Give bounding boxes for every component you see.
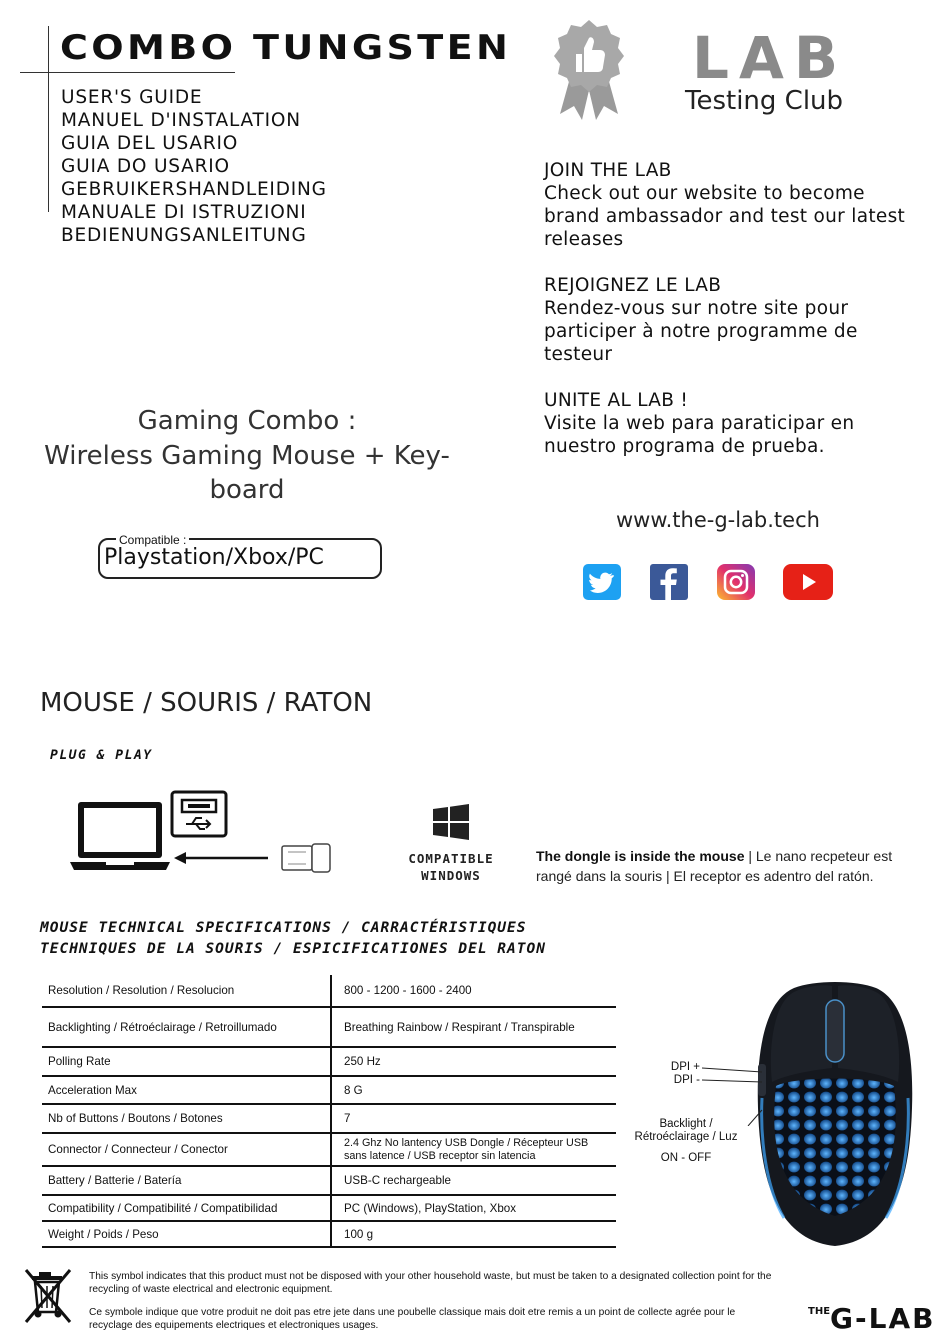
facebook-icon[interactable] [650,564,688,600]
spec-key: Connector / Connecteur / Conector [42,1133,331,1166]
spec-value: 7 [331,1104,616,1133]
lab-invite-body: Check out our website to become brand ambassador and test our latest releases [544,183,906,250]
lab-invite-heading: REJOIGNEZ LE LAB [544,275,722,296]
table-row [42,1166,616,1195]
dongle-note-bold: The dongle is inside the mouse [536,848,745,864]
award-badge-icon [552,18,626,122]
product-name-line: board [209,475,285,505]
spec-value: 800 - 1200 - 1600 - 2400 [331,975,616,1007]
guide-item: GUIA DEL USARIO [61,133,239,154]
backlight-label: Backlight / [659,1118,713,1130]
usb-port-icon [172,792,226,836]
lab-invite-fr [544,274,924,366]
product-name-line: Wireless Gaming Mouse + Key- [44,440,450,471]
lab-logo: LAB [692,24,849,92]
spec-key: Polling Rate [42,1047,331,1076]
on-off-label: ON - OFF [660,1152,712,1164]
compatible-windows-line: COMPATIBLE [408,851,494,866]
spec-value: PC (Windows), PlayStation, Xbox [331,1195,616,1221]
mouse-section-title: MOUSE / SOURIS / RATON [40,688,373,718]
spec-key: Weight / Poids / Peso [42,1221,331,1247]
spec-key: Resolution / Resolution / Resolucion [42,975,331,1007]
weee-notice-en: This symbol indicates that this product must not be disposed with your other household waste, but must be taken to a designated collection point for the recycling of waste electrical and electronic equipment. [89,1271,772,1295]
lab-invite-heading: JOIN THE LAB [544,160,672,181]
dongle-note-rest: | Le nano recpeteur est rangé dans la souris | El receptor es adentro del ratón. [536,848,893,884]
backlight-label: Rétroéclairage / Luz [634,1131,738,1143]
lab-invite-body: Visite la web para paraticipar en nuestro programa de prueba. [544,413,855,457]
guide-item: MANUEL D'INSTALATION [61,110,301,131]
table-row [42,1104,616,1133]
compatibility-value: Playstation/Xbox/PC [104,545,324,570]
weee-crossed-bin-icon [24,1266,76,1326]
guide-item: GUIA DO USARIO [61,156,230,177]
weee-notice-fr: Ce symbole indique que votre produit ne doit pas etre jete dans une poubelle classique mais doit etre remis a un point de collecte agrée pour le recyclage des equipements electriques et electroniques usages. [89,1307,736,1331]
guide-item: MANUALE DI ISTRUZIONI [61,202,307,223]
lab-invite-heading: UNITE AL LAB ! [544,390,689,411]
spec-value: 250 Hz [331,1047,616,1076]
callout-lines [702,1066,764,1126]
lab-subtitle: Testing Club [685,86,844,116]
twitter-icon[interactable] [583,564,621,600]
specs-title-line: TECHNIQUES DE LA SOURIS / ESPICIFICATIONES DEL RATON [40,941,546,957]
table-row [42,1221,616,1247]
laptop-usb-diagram [66,790,338,874]
backlight-callout [626,1118,746,1165]
table-row [42,1007,616,1047]
lab-invite-body: Rendez-vous sur notre site pour participer à notre programme de testeur [544,298,858,365]
windows-logo-icon [433,804,469,840]
spec-key: Acceleration Max [42,1076,331,1104]
dpi-plus-label: DPI + [670,1061,700,1073]
spec-key: Battery / Batterie / Batería [42,1166,331,1195]
product-name [40,404,454,508]
usb-dongle-icon [282,844,330,872]
g-lab-footer-small: THE [808,1306,831,1317]
website-link[interactable]: www.the-g-lab.tech [616,508,820,532]
laptop-icon [70,802,170,870]
specs-table [42,975,616,1248]
lab-invite-en [544,159,924,251]
dpi-callout [648,1061,700,1087]
g-lab-footer-logo [808,1302,936,1335]
table-row [42,975,616,1007]
header-vertical-rule [48,26,49,212]
table-row [42,1133,616,1166]
product-name-line: Gaming Combo : [137,406,357,436]
guide-item: GEBRUIKERSHANDLEIDING [61,179,327,200]
table-row [42,1195,616,1221]
youtube-icon[interactable] [783,564,833,600]
dpi-minus-label: DPI - [673,1074,700,1086]
dongle-note [536,846,916,886]
header-horizontal-rule [20,72,235,73]
specs-title-line: MOUSE TECHNICAL SPECIFICATIONS / CARRACTÉRISTIQUES [40,920,527,936]
guide-language-list [61,86,327,247]
plug-and-play-label: PLUG & PLAY [50,748,153,763]
lab-invite-es [544,389,924,458]
table-row [42,1047,616,1076]
arrow-left-icon [174,852,268,864]
spec-value: Breathing Rainbow / Respirant / Transpirable [331,1007,616,1047]
spec-value: 2.4 Ghz No lantency USB Dongle / Récepteur USB sans latence / USB receptor sin latencia [331,1133,616,1166]
specs-title [40,918,640,960]
spec-value: 8 G [331,1076,616,1104]
spec-value: USB-C rechargeable [331,1166,616,1195]
gaming-mouse-image [754,978,916,1252]
guide-item: BEDIENUNGSANLEITUNG [61,225,307,246]
product-line-title: COMBO TUNGSTEN [60,28,512,68]
g-lab-footer-large: G-LAB [830,1302,936,1335]
spec-key: Backlighting / Rétroéclairage / Retroillumado [42,1007,331,1047]
table-row [42,1076,616,1104]
guide-item: USER'S GUIDE [61,87,203,108]
instagram-icon[interactable] [717,564,755,600]
spec-key: Nb of Buttons / Boutons / Botones [42,1104,331,1133]
compatible-windows-label [404,850,498,884]
spec-key: Compatibility / Compatibilité / Compatibilidad [42,1195,331,1221]
compatible-windows-line: WINDOWS [421,868,481,883]
compatibility-label: Compatible : [116,533,189,547]
spec-value: 100 g [331,1221,616,1247]
